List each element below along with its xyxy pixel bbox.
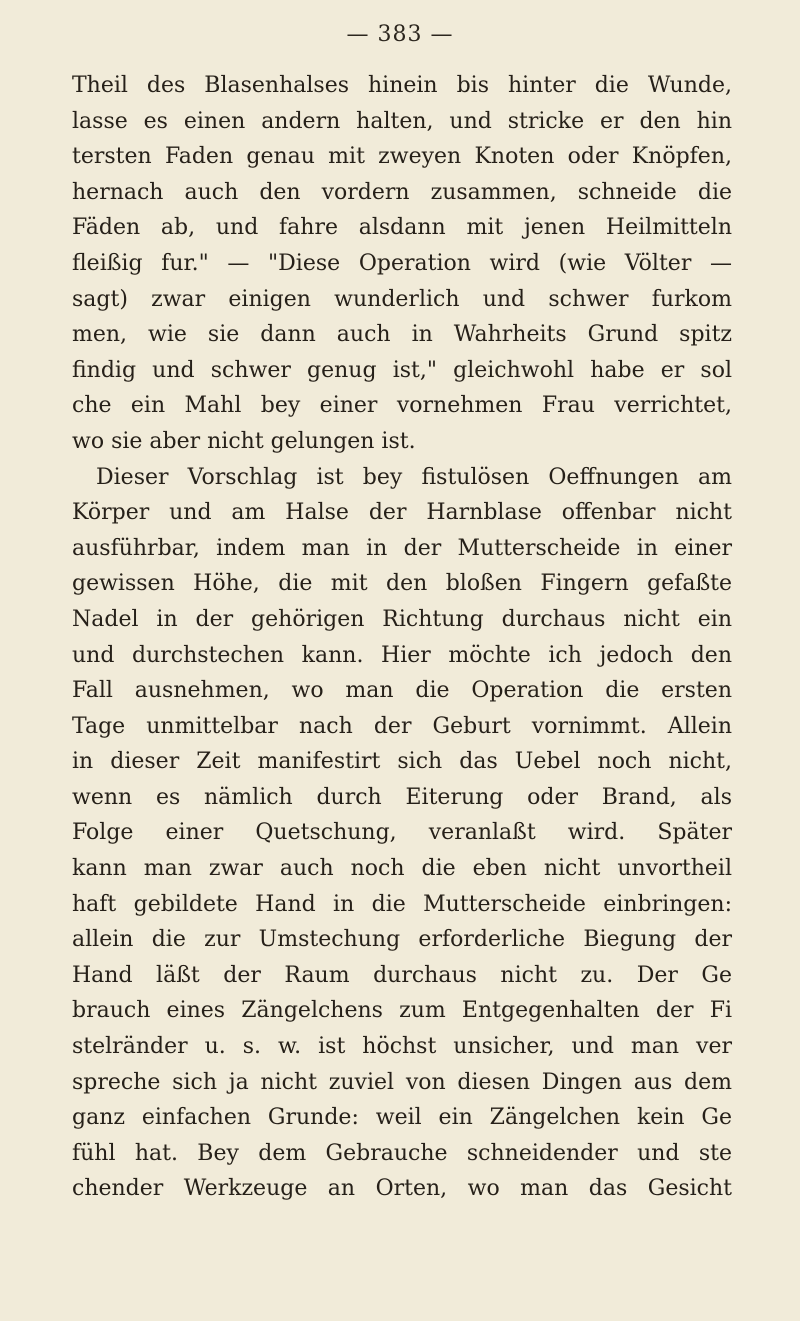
text-line: Fall ausnehmen, wo man die Operation die ersten <box>72 678 732 704</box>
text-line: lasse es einen andern halten, und stricke er den hin <box>72 108 732 134</box>
text-line: Nadel in der gehörigen Richtung durchaus nicht ein <box>72 606 732 632</box>
text-line: Tage unmittelbar nach der Geburt vornimmt. Allein <box>72 713 732 739</box>
text-line: in dieser Zeit manifestirt sich das Uebel noch nicht, <box>72 749 732 775</box>
text-line: Hand läßt der Raum durchaus nicht zu. Der Ge <box>72 962 732 988</box>
text-line: brauch eines Zängelchens zum Entgegenhalten der Fi <box>72 998 732 1024</box>
text-line: chender Werkzeuge an Orten, wo man das Gesicht <box>72 1176 732 1202</box>
text-line: und durchstechen kann. Hier möchte ich jedoch den <box>72 642 732 668</box>
text-line: ausführbar, indem man in der Mutterscheide in einer <box>72 535 732 561</box>
text-line: wo sie aber nicht gelungen ist. <box>72 428 416 454</box>
text-line: haft gebildete Hand in die Mutterscheide einbringen: <box>72 891 732 917</box>
text-line: allein die zur Umstechung erforderliche Biegung der <box>72 927 732 953</box>
text-line: hernach auch den vordern zusammen, schneide die <box>72 179 732 205</box>
page-number: — 383 — <box>346 22 454 47</box>
text-line: wenn es nämlich durch Eiterung oder Brand, als <box>72 784 732 810</box>
body-text <box>72 68 732 1207</box>
text-line: stelränder u. s. w. ist höchst unsicher, und man ver <box>72 1034 732 1060</box>
text-line: Fäden ab, und fahre alsdann mit jenen Heilmitteln <box>72 215 732 241</box>
text-line: tersten Faden genau mit zweyen Knoten oder Knöpfen, <box>72 144 732 170</box>
text-line: Körper und am Halse der Harnblase offenbar nicht <box>72 500 732 526</box>
text-line: Folge einer Quetschung, veranlaßt wird. Später <box>72 820 732 846</box>
text-line: gewissen Höhe, die mit den bloßen Fingern gefaßte <box>72 571 732 597</box>
text-line: Dieser Vorschlag ist bey fistulösen Oeffnungen am <box>96 464 732 490</box>
text-line: kann man zwar auch noch die eben nicht unvortheil <box>72 856 732 882</box>
text-line: men, wie sie dann auch in Wahrheits Grund spitz <box>72 322 732 348</box>
text-line: fühl hat. Bey dem Gebrauche schneidender und ste <box>72 1140 732 1166</box>
text-line: findig und schwer genug ist," gleichwohl habe er sol <box>72 357 732 383</box>
text-line: Theil des Blasenhalses hinein bis hinter die Wunde, <box>72 73 732 98</box>
text-line: spreche sich ja nicht zuviel von diesen Dingen aus dem <box>72 1069 732 1095</box>
text-line: fleißig fur." — "Diese Operation wird (wie Völter — <box>72 250 732 276</box>
text-line: ganz einfachen Grunde: weil ein Zängelchen kein Ge <box>72 1105 732 1131</box>
text-line: che ein Mahl bey einer vornehmen Frau verrichtet, <box>72 393 732 419</box>
text-line: sagt) zwar einigen wunderlich und schwer furkom <box>72 286 732 312</box>
